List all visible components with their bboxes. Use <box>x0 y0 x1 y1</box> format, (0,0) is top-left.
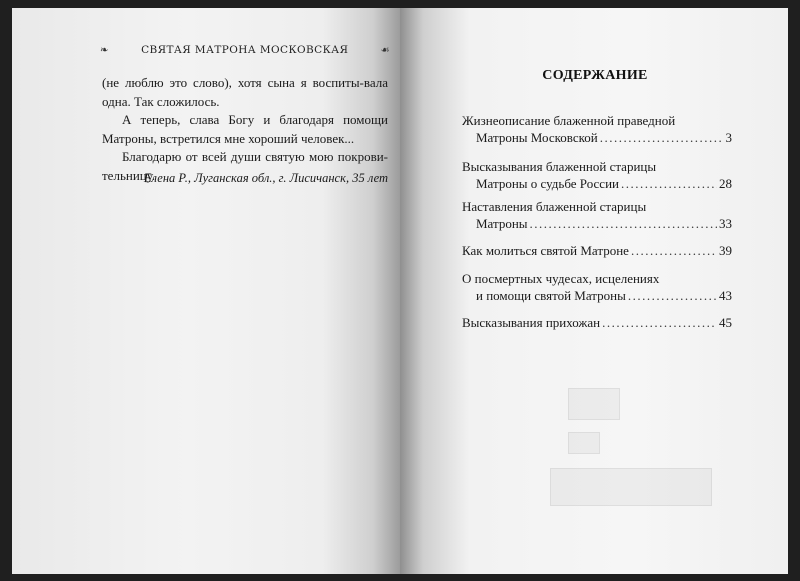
toc-entry-title: Как молиться святой Матроне <box>462 243 629 258</box>
right-page <box>400 8 788 574</box>
toc-entry-line: Жизнеописание блаженной праведной <box>462 113 676 128</box>
toc-entry-line: Высказывания блаженной старицы <box>462 159 657 174</box>
show-through-mark <box>568 388 620 420</box>
paragraph-3: Благодарю от всей души святую мою покрови-тельницу. <box>102 149 388 183</box>
body-text <box>102 74 388 185</box>
toc-entry[interactable] <box>462 112 732 146</box>
toc-entry[interactable] <box>462 314 732 331</box>
ornament-left-icon: ❧ <box>100 44 109 56</box>
toc-entry-title: Высказывания прихожан <box>462 315 601 330</box>
dot-leader <box>602 314 717 331</box>
toc-page-number: 33 <box>719 216 732 231</box>
book-spread <box>12 8 788 574</box>
toc-title: СОДЕРЖАНИЕ <box>542 68 648 83</box>
paragraph-2: А теперь, слава Богу и благодаря помощи Матроны, встретился мне хороший человек... <box>102 112 388 146</box>
running-head <box>100 44 390 56</box>
dot-leader <box>600 129 724 146</box>
toc-page-number: 45 <box>719 315 732 330</box>
toc-entry-line: О посмертных чудесах, исцелениях <box>462 271 660 286</box>
dot-leader <box>530 215 717 232</box>
left-page <box>12 8 400 574</box>
signature: Елена Р., Луганская обл., г. Лисичанск, 35 лет <box>143 171 388 185</box>
show-through-mark <box>550 468 712 506</box>
toc-entry[interactable] <box>462 270 732 304</box>
toc-entry[interactable] <box>462 242 732 259</box>
toc-entry-line: Наставления блаженной старицы <box>462 199 647 214</box>
toc-page-number: 39 <box>719 243 732 258</box>
toc-entry[interactable] <box>462 198 732 232</box>
toc-entry-title: Матроны <box>476 216 528 231</box>
toc-page-number: 3 <box>725 130 732 145</box>
dot-leader <box>621 175 717 192</box>
toc-entry-title: Матроны Московской <box>476 130 598 145</box>
toc-entry-title: и помощи святой Матроны <box>476 288 626 303</box>
toc-entry-title: Матроны о судьбе России <box>476 176 619 191</box>
show-through-mark <box>568 432 600 454</box>
dot-leader <box>628 287 717 304</box>
running-head-title: СВЯТАЯ МАТРОНА МОСКОВСКАЯ <box>141 44 349 56</box>
toc-page-number: 43 <box>719 288 732 303</box>
paragraph-1: (не люблю это слово), хотя сына я воспиты-вала одна. Так сложилось. <box>102 75 388 109</box>
dot-leader <box>631 242 717 259</box>
toc-page-number: 28 <box>719 176 732 191</box>
ornament-right-icon: ☙ <box>380 44 390 56</box>
toc-entry[interactable] <box>462 158 732 192</box>
